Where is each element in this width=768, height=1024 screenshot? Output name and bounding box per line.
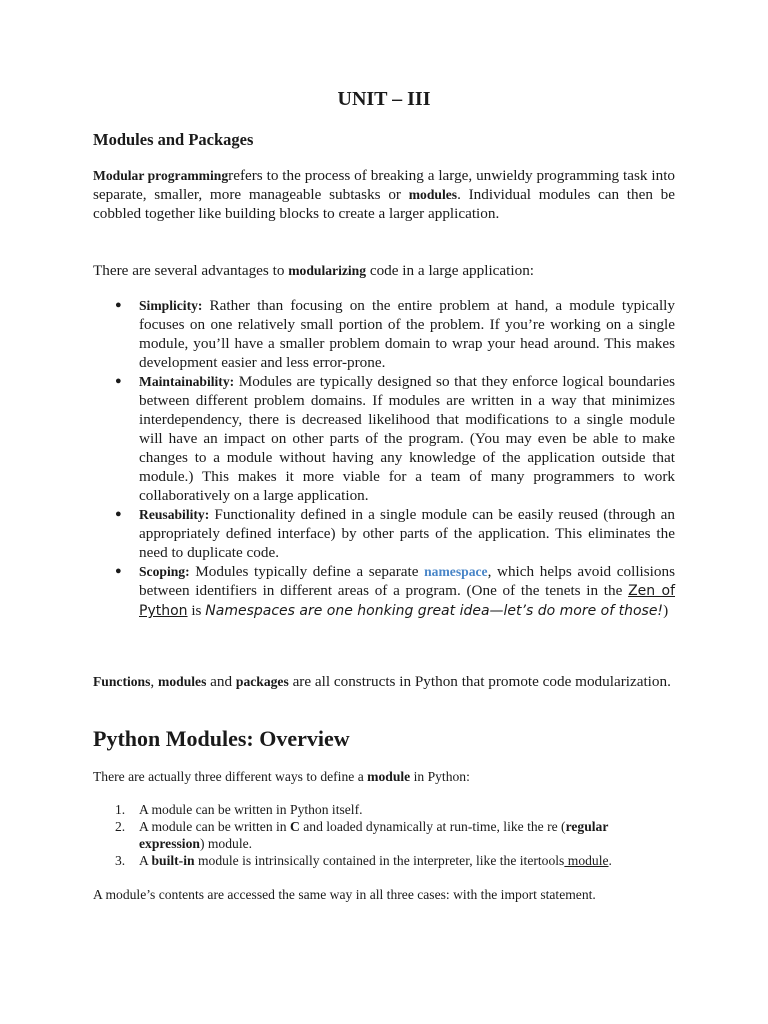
advantage-text: , which helps avoid collisions between identifiers in different areas of a program. (One of the tenets in the — [139, 563, 676, 599]
advantage-text: Rather than focusing on the entire problem at hand, a module typically focuses on one relatively small portion of the problem. If you’re working on a single module, you’ll have a smaller problem domain to wrap your head around. This makes development easier and less error-prone. — [139, 297, 675, 371]
intro-paragraph — [93, 166, 675, 223]
zen-quote: Namespaces are one honking great idea—let’s do more of those! — [205, 603, 664, 619]
bullet-icon: ● — [115, 508, 122, 520]
list-item-maintainability — [115, 372, 675, 505]
term-built-in: built-in — [151, 853, 195, 868]
advantage-text: Modules are typically designed so that they enforce logical boundaries between different problem domains. If modules are written in a way that minimizes interdependency, there is decreased likelihood that modifications to a single module will have an impact on other parts of the program. (You may even be able to make changes to a module without having any knowledge of the application outside that module.) This makes it more viable for a team of many programmers to work collaboratively on a large application. — [139, 373, 675, 504]
unit-title: UNIT – III — [337, 88, 431, 110]
namespace-link[interactable]: namespace — [424, 564, 488, 579]
list-number: 1. — [115, 802, 126, 817]
ways-intro-text-1: There are actually three different ways to define a — [93, 769, 368, 784]
ways-intro — [93, 767, 675, 786]
bullet-icon: ● — [115, 375, 122, 387]
way-text: . — [608, 853, 612, 868]
bullet-icon: ● — [115, 299, 122, 311]
closing-paragraph: A module’s contents are accessed the same way in all three cases: with the import statement. — [93, 887, 596, 902]
advantage-label: Scoping: — [139, 564, 190, 579]
advantage-text: Modules typically define a separate — [189, 563, 425, 580]
advantages-intro-text-2: code in a large application: — [366, 262, 535, 279]
term-regular-expression: regular expression — [139, 819, 609, 851]
list-item — [115, 818, 675, 852]
section-title: Modules and Packages — [93, 130, 254, 149]
advantages-intro — [93, 261, 675, 280]
advantage-label: Reusability: — [139, 507, 210, 522]
way-text: A module can be written in Python itself. — [139, 802, 363, 817]
constructs-text: are all constructs in Python that promote code modularization. — [288, 673, 671, 690]
list-item-scoping — [115, 562, 676, 621]
advantage-label: Maintainability: — [139, 374, 235, 389]
term-modularizing: modularizing — [288, 263, 367, 278]
advantage-text: Functionality defined in a single module can be easily reused (through an appropriately defined interface) by other parts of the application. This eliminates the need to duplicate code. — [139, 506, 675, 561]
term-functions: Functions — [93, 674, 151, 689]
advantage-label: Simplicity: — [139, 298, 203, 313]
constructs-sep: and — [206, 673, 236, 690]
ways-list — [115, 801, 675, 869]
advantage-text: is — [187, 602, 206, 619]
way-text: ) module. — [199, 836, 253, 851]
zen-of-python-link[interactable]: Zen of Python — [139, 583, 675, 619]
list-item — [115, 852, 675, 869]
term-modules: modules — [158, 674, 207, 689]
intro-text-1: refers to the process of breaking a large, unwieldy programming task into separate, smaller, more manageable subtasks or — [93, 167, 676, 203]
list-item-simplicity — [115, 296, 675, 372]
term-packages: packages — [235, 674, 289, 689]
ways-intro-text-2: in Python: — [410, 769, 470, 784]
advantages-list — [115, 296, 676, 621]
bullet-icon: ● — [115, 565, 122, 577]
constructs-sep: , — [150, 673, 159, 690]
list-number: 2. — [115, 819, 126, 834]
way-text: and loaded dynamically at run-time, like the re ( — [299, 819, 566, 834]
way-text: module is intrinsically contained in the interpreter, like the itertools — [194, 853, 565, 868]
way-text: A — [139, 853, 152, 868]
term-modules: modules — [408, 187, 458, 202]
term-module: module — [367, 769, 411, 784]
module-link[interactable]: module — [564, 853, 609, 868]
list-number: 3. — [115, 853, 126, 868]
advantage-text: ) — [663, 602, 669, 619]
constructs-paragraph — [93, 672, 675, 691]
term-c: C — [290, 819, 300, 834]
intro-text-2: . Individual modules can then be cobbled together like building blocks to create a larger application. — [93, 186, 676, 222]
way-text: A module can be written in — [139, 819, 291, 834]
advantages-intro-text-1: There are several advantages to — [93, 262, 289, 279]
list-item-reusability — [115, 505, 675, 562]
term-modular-programming: Modular programming — [93, 168, 229, 183]
overview-title: Python Modules: Overview — [93, 726, 350, 751]
list-item — [115, 801, 675, 818]
